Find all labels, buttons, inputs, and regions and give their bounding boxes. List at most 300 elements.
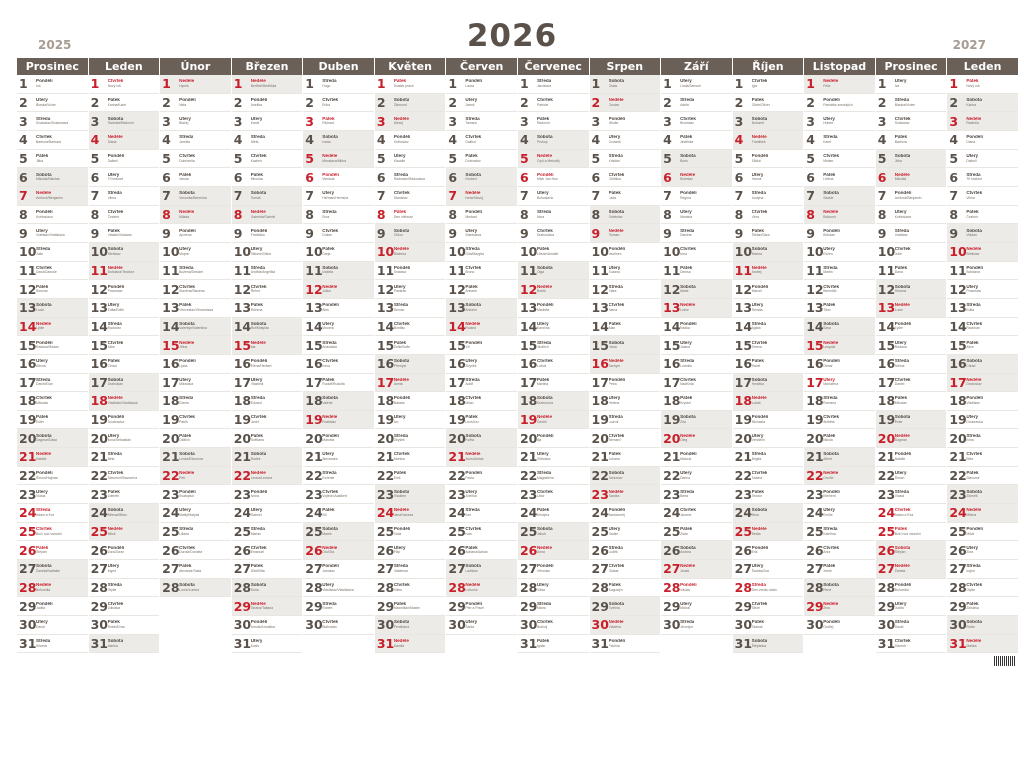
day-text: [108, 135, 123, 144]
nameday-label: Matěj/Matyáš: [179, 513, 200, 518]
nameday-label: Dalibor: [465, 139, 477, 144]
weekday-label: Středa: [894, 489, 910, 494]
day-number: 19: [591, 412, 609, 428]
day-number: 4: [305, 132, 314, 148]
day-cell: [446, 429, 517, 448]
nameday-label: Zlata: [680, 531, 688, 536]
day-text: [752, 434, 765, 443]
day-number: 28: [734, 580, 753, 596]
weekday-label: Středa: [823, 265, 838, 270]
weekday-label: Neděle: [966, 247, 982, 252]
nameday-label: Diana: [107, 139, 117, 144]
nameday-label: Věra: [751, 214, 759, 219]
day-number: 10: [519, 244, 538, 260]
weekday-label: Úterý: [465, 489, 478, 494]
nameday-label: Blanka/Vivien: [36, 102, 57, 107]
nameday-label: Jitka: [894, 158, 902, 163]
nameday-label: Den vzniku státu: [751, 587, 777, 592]
nameday-label: Tereza: [751, 345, 762, 350]
nameday-label: Svatava: [393, 270, 407, 275]
nameday-label: Simona: [36, 289, 48, 294]
nameday-label: Bruno: [465, 270, 475, 275]
day-number: 17: [376, 374, 395, 390]
month-days: [232, 75, 303, 654]
nameday-label: Jitka: [36, 158, 43, 163]
day-cell: [590, 560, 661, 579]
day-number: 5: [806, 150, 815, 166]
nameday-label: Michaela: [751, 419, 766, 424]
day-text: [895, 508, 913, 517]
weekday-label: Pondělí: [536, 564, 554, 569]
day-text: [465, 359, 477, 368]
day-cell: [446, 523, 517, 542]
weekday-label: Pátek: [680, 396, 693, 401]
day-number: 29: [806, 598, 824, 614]
day-text: [36, 602, 53, 611]
nameday-label: Emil: [393, 475, 401, 480]
nameday-label: Diana: [966, 139, 976, 144]
day-cell: [17, 392, 88, 411]
weekday-label: Pondělí: [680, 321, 697, 326]
nameday-label: Zuzana: [608, 270, 620, 275]
day-number: 12: [162, 281, 180, 297]
day-cell: [804, 75, 875, 94]
nameday-label: Bartoloměj: [608, 513, 625, 518]
day-cell: [232, 523, 303, 542]
weekday-label: Pátek: [966, 209, 979, 214]
day-text: [966, 620, 982, 629]
weekday-label: Středa: [608, 415, 623, 420]
day-cell: [804, 150, 875, 169]
nameday-label: Milada: [179, 214, 190, 219]
day-number: 10: [734, 244, 753, 260]
nameday-label: Bohdana/Teodora: [107, 270, 135, 275]
day-cell: [17, 411, 88, 430]
day-cell: [876, 131, 947, 150]
weekday-label: Pátek: [465, 545, 478, 550]
nameday-label: Nový rok: [966, 83, 980, 88]
nameday-label: Ida: [250, 345, 256, 350]
day-cell: [89, 168, 160, 187]
nameday-label: Jarmila: [179, 139, 191, 144]
weekday-label: Čtvrtek: [894, 247, 911, 252]
day-cell: [17, 280, 88, 299]
weekday-label: Úterý: [608, 396, 621, 401]
day-text: [394, 154, 406, 163]
day-text: [895, 359, 909, 368]
weekday-label: Sobota: [894, 284, 911, 289]
nameday-label: Sandra: [608, 494, 620, 499]
day-number: 4: [591, 132, 601, 148]
weekday-label: Čtvrtek: [680, 116, 696, 121]
day-number: 28: [949, 580, 967, 596]
day-number: 17: [591, 374, 609, 390]
day-number: 12: [90, 281, 108, 297]
day-text: [36, 359, 48, 368]
day-text: [537, 620, 553, 629]
day-text: [251, 434, 264, 443]
nameday-label: Ester: [894, 419, 903, 424]
day-cell: [876, 541, 947, 560]
weekday-label: Neděle: [107, 265, 123, 270]
day-cell: [303, 262, 374, 281]
day-text: [322, 378, 344, 387]
day-cell: [947, 541, 1018, 560]
day-number: 9: [162, 225, 171, 241]
day-text: [179, 210, 194, 219]
nameday-label: Felix: [823, 83, 831, 88]
weekday-label: Středa: [393, 564, 409, 569]
day-cell: [518, 560, 589, 579]
day-text: [465, 191, 483, 200]
day-cell: [17, 206, 88, 225]
nameday-label: Anděla/Angelika: [250, 270, 276, 275]
day-text: [36, 322, 51, 331]
day-cell: [804, 485, 875, 504]
day-text: [394, 583, 410, 592]
day-text: [108, 583, 122, 592]
day-cell: [518, 355, 589, 374]
day-text: [322, 564, 339, 573]
day-cell: [590, 429, 661, 448]
day-number: 4: [19, 132, 28, 148]
nameday-label: Svatoslav: [894, 121, 910, 126]
day-text: [752, 247, 768, 256]
weekday-label: Středa: [36, 247, 51, 252]
weekday-label: Neděle: [608, 489, 624, 494]
day-text: [680, 266, 692, 275]
day-number: 14: [448, 318, 466, 334]
day-cell: [89, 560, 160, 579]
weekday-label: Pátek: [608, 321, 621, 326]
weekday-label: Úterý: [823, 247, 835, 252]
nameday-label: Ljuba: [179, 363, 188, 368]
nameday-label: Vratislav/Vratislava: [36, 233, 65, 238]
day-number: 24: [949, 505, 967, 521]
day-cell: [804, 206, 875, 225]
day-number: 13: [734, 300, 753, 316]
day-number: 23: [305, 486, 323, 502]
day-number: 28: [90, 580, 108, 596]
day-number: 20: [591, 430, 609, 446]
weekday-label: Čtvrtek: [393, 321, 410, 326]
weekday-label: Pátek: [680, 265, 693, 270]
day-number: 10: [90, 244, 108, 260]
nameday-label: Justýna: [751, 195, 764, 200]
nameday-label: Božena/Desider: [179, 270, 204, 275]
day-number: 25: [519, 524, 538, 540]
weekday-label: Sobota: [465, 172, 481, 177]
day-text: [251, 378, 264, 387]
nameday-label: Bohumil: [751, 121, 764, 126]
day-text: [823, 322, 839, 331]
day-text: [609, 303, 625, 312]
day-number: 16: [877, 356, 896, 372]
nameday-label: Vilma: [966, 195, 975, 200]
day-cell: [89, 299, 160, 318]
empty-day-cell: [446, 635, 517, 654]
day-cell: [733, 411, 804, 430]
day-text: [394, 303, 408, 312]
nameday-label: Robin/Erna: [107, 624, 125, 629]
day-number: 7: [19, 188, 28, 204]
day-cell: [89, 374, 160, 393]
day-text: [823, 434, 835, 443]
nameday-label: Drahoslav: [966, 382, 982, 387]
day-cell: [232, 224, 303, 243]
day-number: 26: [305, 542, 323, 558]
day-text: [251, 583, 267, 592]
nameday-label: Drahoslav: [107, 382, 123, 387]
day-number: 5: [877, 150, 887, 166]
day-number: 22: [949, 468, 967, 484]
nameday-label: Marcel: [751, 289, 762, 294]
day-number: 7: [663, 188, 672, 204]
weekday-label: Neděle: [36, 583, 52, 588]
day-cell: [804, 187, 875, 206]
day-number: 6: [162, 169, 171, 185]
day-number: 7: [949, 188, 959, 204]
day-text: [108, 620, 125, 629]
weekday-label: Pátek: [393, 340, 407, 345]
day-cell: [947, 206, 1018, 225]
weekday-label: Sobota: [823, 321, 839, 326]
weekday-label: Pondělí: [250, 489, 268, 494]
nameday-label: Jarmil: [465, 102, 475, 107]
day-number: 11: [519, 262, 538, 278]
day-number: 5: [519, 150, 529, 166]
day-cell: [804, 616, 875, 635]
weekday-label: Úterý: [250, 508, 263, 513]
nameday-label: Marika: [107, 643, 118, 648]
day-text: [537, 527, 553, 536]
day-cell: [876, 560, 947, 579]
nameday-label: Miloslav: [894, 401, 907, 406]
day-cell: [590, 579, 661, 598]
nameday-label: Michal: [680, 606, 690, 611]
day-number: 31: [591, 636, 609, 652]
day-text: [752, 415, 769, 424]
day-text: [179, 415, 195, 424]
weekday-label: Neděle: [250, 601, 266, 606]
month-column-1: [89, 58, 161, 654]
nameday-label: Liliana: [179, 531, 189, 536]
nameday-label: Alexandra: [322, 457, 338, 462]
day-cell: [303, 112, 374, 131]
day-text: [966, 452, 982, 461]
weekday-label: Neděle: [179, 340, 195, 345]
day-cell: [160, 131, 231, 150]
day-number: 14: [233, 318, 252, 334]
day-number: 6: [305, 169, 314, 185]
day-cell: [160, 485, 231, 504]
day-cell: [518, 150, 589, 169]
weekday-label: Čtvrtek: [894, 377, 911, 382]
nameday-label: Zdeňka: [465, 494, 477, 499]
weekday-label: Pondělí: [36, 601, 53, 606]
weekday-label: Neděle: [608, 97, 624, 102]
day-text: [680, 471, 692, 480]
day-cell: [160, 280, 231, 299]
day-text: [823, 266, 837, 275]
day-number: 2: [734, 94, 744, 110]
day-text: [465, 564, 481, 573]
day-text: [394, 602, 420, 611]
day-cell: [303, 560, 374, 579]
day-number: 2: [877, 94, 887, 110]
nameday-label: Iva: [894, 83, 900, 88]
nameday-label: Dalimil: [107, 158, 118, 163]
nameday-label: Leopold: [823, 345, 836, 350]
day-text: [251, 396, 265, 405]
nameday-label: Norbert: [465, 177, 477, 182]
empty-day-cell: [160, 616, 231, 635]
nameday-label: Květa: [465, 438, 475, 443]
day-cell: [733, 560, 804, 579]
month-column-0: [17, 58, 89, 654]
nameday-label: Tři králové: [107, 177, 124, 182]
month-header: Prosinec: [876, 58, 947, 75]
weekday-label: Čtvrtek: [322, 228, 339, 233]
day-cell: [947, 224, 1018, 243]
weekday-label: Sobota: [536, 396, 553, 401]
day-number: 1: [305, 76, 314, 92]
nameday-label: Otýlie: [107, 587, 117, 592]
day-cell: [518, 448, 589, 467]
weekday-label: Sobota: [107, 247, 124, 252]
day-text: [108, 508, 127, 517]
day-cell: [804, 262, 875, 281]
nameday-label: Svátek práce: [393, 83, 414, 88]
weekday-label: Sobota: [751, 247, 768, 252]
day-number: 24: [734, 505, 753, 521]
day-text: [823, 415, 839, 424]
day-number: 21: [734, 449, 753, 465]
day-number: 22: [376, 468, 395, 484]
day-text: [322, 79, 336, 88]
weekday-label: Středa: [894, 97, 910, 102]
weekday-label: Sobota: [608, 471, 625, 476]
day-cell: [947, 299, 1018, 318]
day-cell: [876, 392, 947, 411]
nameday-label: Vratislav: [894, 233, 908, 238]
weekday-label: Pátek: [823, 564, 836, 569]
day-number: 10: [591, 244, 609, 260]
day-text: [179, 564, 201, 573]
day-number: 26: [877, 542, 896, 558]
nameday-label: Doubravka: [107, 419, 124, 424]
nameday-label: Květoslava: [894, 214, 912, 219]
day-text: [465, 98, 477, 107]
day-text: [680, 285, 696, 294]
weekday-label: Neděle: [322, 284, 338, 289]
weekday-label: Pondělí: [608, 508, 626, 513]
nameday-label: Lucie: [36, 307, 45, 312]
day-text: [966, 191, 982, 200]
day-number: 15: [233, 337, 252, 353]
day-text: [179, 173, 191, 182]
day-cell: [89, 467, 160, 486]
nameday-label: Julie: [36, 251, 43, 256]
day-number: 21: [376, 449, 395, 465]
day-number: 8: [376, 206, 386, 222]
weekday-label: Středa: [823, 135, 838, 140]
day-number: 9: [663, 225, 672, 241]
day-text: [537, 247, 558, 256]
day-text: [680, 546, 696, 555]
weekday-label: Čtvrtek: [250, 545, 267, 550]
day-cell: [303, 448, 374, 467]
nameday-label: Šimon/Hajman: [36, 475, 59, 480]
day-cell: [804, 429, 875, 448]
day-cell: [89, 392, 160, 411]
day-cell: [733, 336, 804, 355]
month-header: Prosinec: [17, 58, 88, 75]
day-cell: [733, 579, 804, 598]
day-cell: [733, 224, 804, 243]
day-text: [108, 359, 120, 368]
day-text: [36, 98, 56, 107]
nameday-label: Žaneta/Nathalie: [36, 568, 60, 573]
day-text: [895, 620, 909, 629]
weekday-label: Středa: [36, 508, 51, 513]
nameday-label: Doubravka: [966, 419, 983, 424]
day-text: [108, 452, 122, 461]
weekday-label: Středa: [179, 396, 194, 401]
month-header: Únor: [160, 58, 231, 75]
weekday-label: Úterý: [465, 97, 478, 102]
day-text: [895, 341, 907, 350]
weekday-label: Pátek: [250, 564, 263, 569]
nameday-label: Daniel/Dan: [36, 382, 53, 387]
day-text: [322, 135, 338, 144]
nameday-label: Simona: [894, 289, 907, 294]
day-cell: [947, 411, 1018, 430]
nameday-label: Miloš: [966, 531, 975, 536]
day-text: [609, 508, 626, 517]
day-number: 17: [233, 374, 252, 390]
weekday-label: Pondělí: [36, 471, 53, 476]
day-number: 21: [448, 449, 466, 465]
day-number: 6: [591, 169, 601, 185]
day-cell: [876, 597, 947, 616]
weekday-label: Pondělí: [823, 359, 840, 364]
weekday-label: Čtvrtek: [107, 601, 124, 606]
nameday-label: Marián: [250, 531, 262, 536]
day-text: [537, 210, 551, 219]
day-text: [609, 527, 621, 536]
day-text: [966, 79, 979, 88]
day-text: [966, 546, 978, 555]
day-text: [752, 583, 777, 592]
weekday-label: Středa: [107, 452, 122, 457]
day-number: 18: [90, 393, 108, 409]
nameday-label: Tři králové: [966, 177, 983, 182]
day-text: [322, 154, 346, 163]
day-number: 23: [162, 486, 180, 502]
day-text: [36, 620, 48, 629]
weekday-label: Středa: [823, 396, 838, 401]
day-cell: [232, 374, 303, 393]
day-number: 1: [877, 76, 887, 92]
day-number: 1: [19, 76, 28, 92]
weekday-label: Úterý: [680, 209, 692, 214]
day-number: 9: [877, 225, 887, 241]
day-cell: [661, 392, 732, 411]
day-number: 27: [448, 561, 466, 577]
day-text: [609, 247, 626, 256]
day-number: 3: [734, 113, 744, 129]
